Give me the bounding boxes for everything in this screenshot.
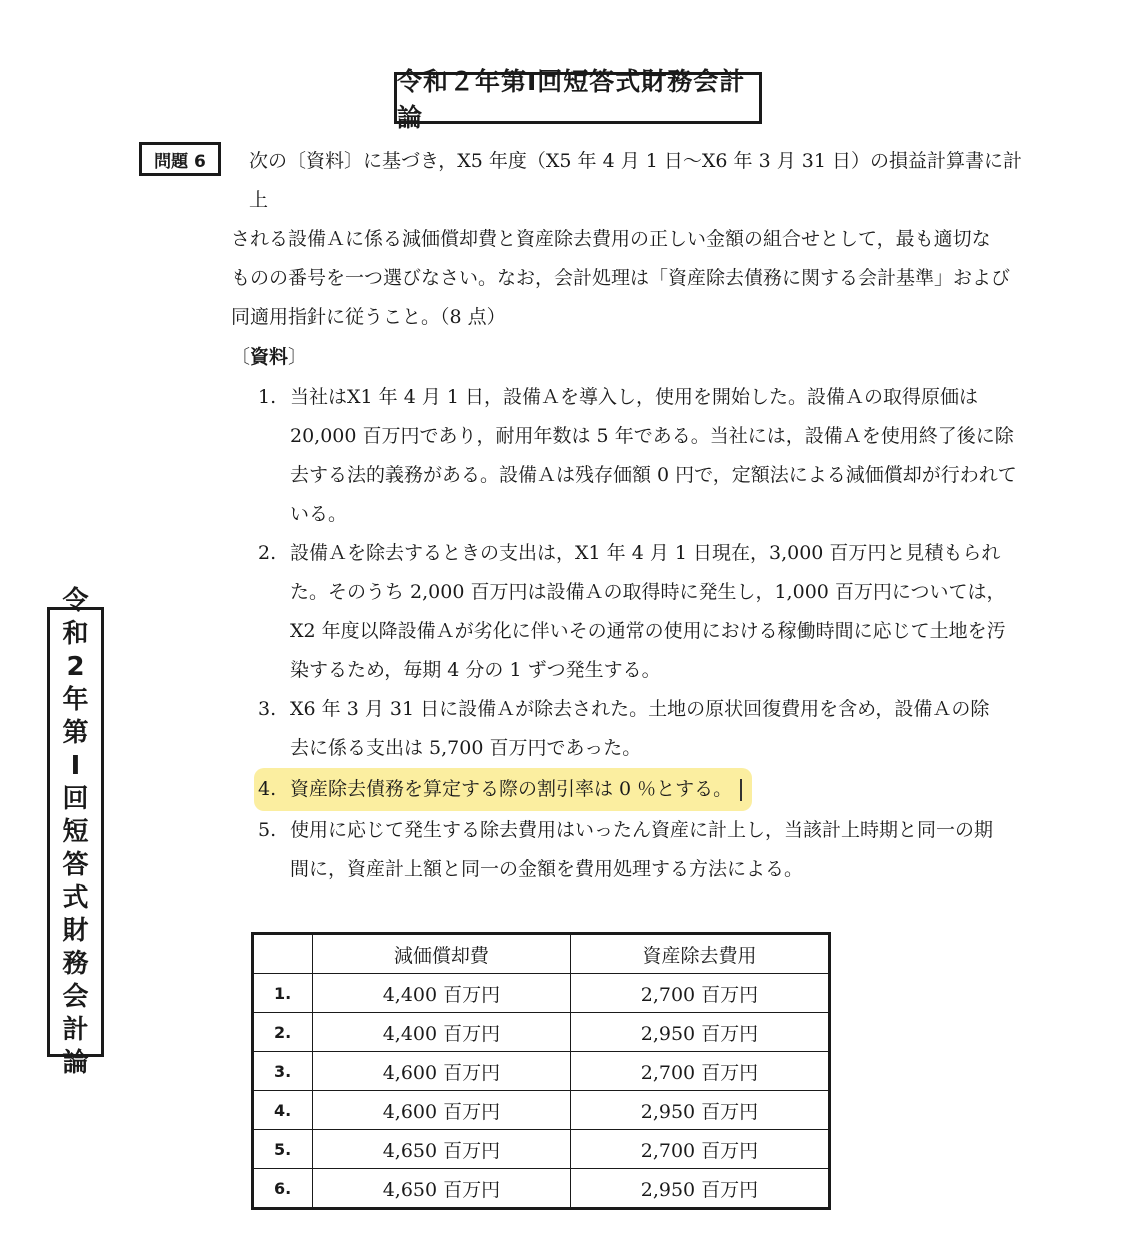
item-line: 間に，資産計上額と同一の金額を費用処理する方法による。 xyxy=(290,858,804,880)
side-char: 論 xyxy=(62,1047,89,1078)
option-number: 6. xyxy=(253,1169,313,1209)
side-char: 和 xyxy=(62,618,89,649)
table-row xyxy=(253,974,830,1013)
item-line: X2 年度以降設備Ａが劣化に伴いその通常の使用における稼働時間に応じて土地を汚 xyxy=(290,620,1006,642)
depreciation-cell: 4,400 百万円 xyxy=(312,974,570,1013)
removal-cost-cell: 2,950 百万円 xyxy=(570,1169,829,1209)
header-depreciation: 減価償却費 xyxy=(312,934,570,974)
side-char: 回 xyxy=(62,783,89,814)
item-number: 2. xyxy=(258,542,277,564)
removal-cost-cell: 2,950 百万円 xyxy=(570,1091,829,1130)
table-row xyxy=(253,1052,830,1091)
item-line: 去に係る支出は 5,700 百万円であった。 xyxy=(290,737,642,759)
removal-cost-cell: 2,700 百万円 xyxy=(570,1052,829,1091)
item-line: 染するため，毎期 4 分の 1 ずつ発生する。 xyxy=(290,659,661,681)
side-char: 第 xyxy=(62,717,89,748)
removal-cost-cell: 2,950 百万円 xyxy=(570,1013,829,1052)
depreciation-cell: 4,600 百万円 xyxy=(312,1091,570,1130)
side-char: 式 xyxy=(62,882,89,913)
depreciation-cell: 4,600 百万円 xyxy=(312,1052,570,1091)
side-char: 務 xyxy=(62,948,89,979)
page-title: 令和２年第Ⅰ回短答式財務会計論 xyxy=(394,72,762,124)
item-line: 設備Ａを除去するときの支出は，X1 年 4 月 1 日現在，3,000 百万円と見積もられ xyxy=(290,542,1001,564)
option-number: 2. xyxy=(253,1013,313,1052)
item-line: 資産除去債務を算定する際の割引率は 0 ％とする。 xyxy=(290,778,733,800)
side-char: 令 xyxy=(62,585,89,616)
side-char: Ⅰ xyxy=(70,750,81,781)
option-number: 3. xyxy=(253,1052,313,1091)
list-item-highlighted[interactable] xyxy=(258,768,1030,811)
text-highlight[interactable] xyxy=(254,768,752,811)
item-line: 20,000 百万円であり，耐用年数は 5 年である。当社には，設備Ａを使用終了後に除 xyxy=(290,425,1014,447)
list-item xyxy=(258,534,1030,690)
table-row xyxy=(253,1013,830,1052)
removal-cost-cell: 2,700 百万円 xyxy=(570,974,829,1013)
question-line: される設備Ａに係る減価償却費と資産除去費用の正しい金額の組合せとして，最も適切な xyxy=(231,228,991,250)
option-number: 5. xyxy=(253,1130,313,1169)
item-number: 5. xyxy=(258,819,277,841)
side-title xyxy=(47,585,104,1078)
table-row xyxy=(253,1169,830,1209)
depreciation-cell: 4,400 百万円 xyxy=(312,1013,570,1052)
list-item xyxy=(258,811,1030,889)
question-line: 同適用指針に従うこと。（8 点） xyxy=(231,306,506,328)
item-line: 去する法的義務がある。設備Ａは残存価額 0 円で，定額法による減価償却が行われて xyxy=(290,464,1017,486)
item-number: 3. xyxy=(258,698,277,720)
answer-table xyxy=(251,932,831,1210)
item-number: 4. xyxy=(258,778,277,800)
removal-cost-cell: 2,700 百万円 xyxy=(570,1130,829,1169)
materials-heading: 〔資料〕 xyxy=(231,346,308,368)
item-line: X6 年 3 月 31 日に設備Ａが除去された。土地の原状回復費用を含め，設備Ａの除 xyxy=(290,698,990,720)
item-line: た。そのうち 2,000 百万円は設備Ａの取得時に発生し，1,000 百万円については， xyxy=(290,581,1006,603)
item-line: いる。 xyxy=(290,503,348,525)
table-row xyxy=(253,1091,830,1130)
table-row xyxy=(253,1130,830,1169)
question-line: 次の〔資料〕に基づき，X5 年度（X5 年 4 月 1 日～X6 年 3 月 31 日）の損益計算書に計上 xyxy=(249,150,1022,211)
depreciation-cell: 4,650 百万円 xyxy=(312,1130,570,1169)
question-label: 問題 6 xyxy=(139,142,221,176)
side-char: 短 xyxy=(62,816,89,847)
side-char: 会 xyxy=(62,981,89,1012)
option-number: 1. xyxy=(253,974,313,1013)
question-text xyxy=(231,142,1031,337)
table-header-row xyxy=(253,934,830,974)
depreciation-cell: 4,650 百万円 xyxy=(312,1169,570,1209)
side-char: 答 xyxy=(62,849,89,880)
materials-list xyxy=(258,378,1030,889)
item-line: 使用に応じて発生する除去費用はいったん資産に計上し，当該計上時期と同一の期 xyxy=(290,819,994,841)
question-line: ものの番号を一つ選びなさい。なお，会計処理は「資産除去債務に関する会計基準」および xyxy=(231,267,1011,289)
side-char: 計 xyxy=(62,1014,89,1045)
text-cursor xyxy=(740,779,742,801)
item-number: 1. xyxy=(258,386,277,408)
side-char: 財 xyxy=(62,915,89,946)
list-item xyxy=(258,378,1030,534)
side-char: 年 xyxy=(62,684,89,715)
item-line: 当社はX1 年 4 月 1 日，設備Ａを導入し，使用を開始した。設備Ａの取得原価は xyxy=(290,386,978,408)
header-removal-cost: 資産除去費用 xyxy=(570,934,829,974)
header-cell xyxy=(253,934,313,974)
list-item xyxy=(258,690,1030,768)
side-char: 2 xyxy=(66,651,85,682)
option-number: 4. xyxy=(253,1091,313,1130)
